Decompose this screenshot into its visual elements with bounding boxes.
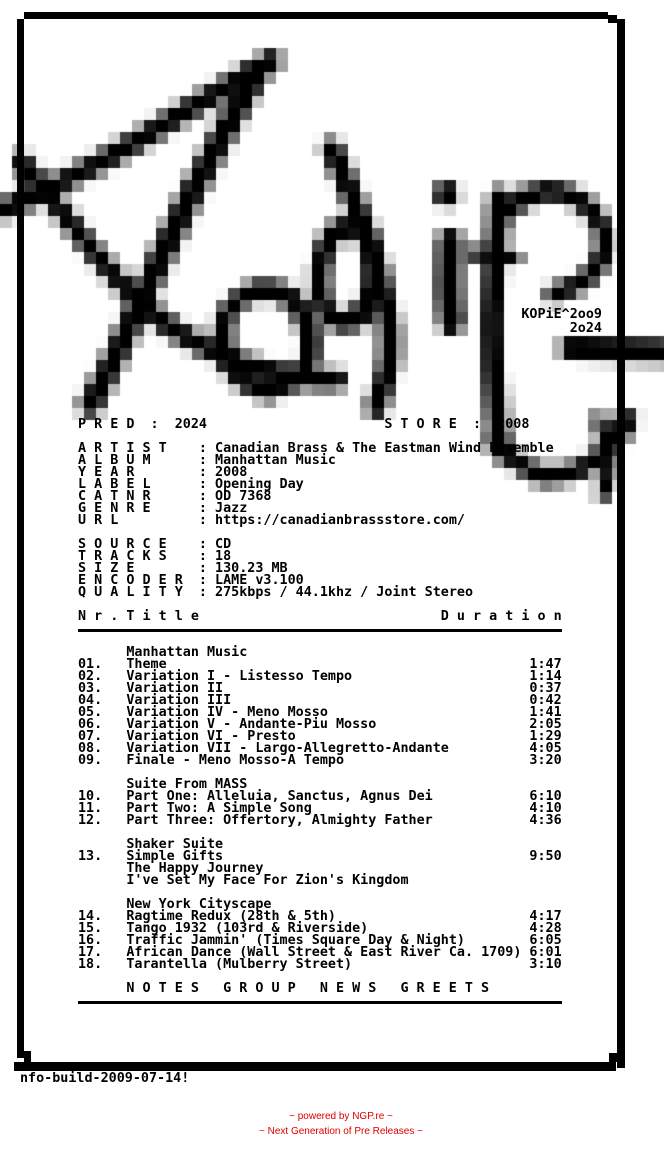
info-label: U R L — [78, 513, 119, 528]
track-title: The Happy Journey — [126, 861, 264, 876]
track-number: 16. — [78, 933, 103, 948]
notes-menu-item: N E W S — [319, 981, 377, 996]
info-value: 2008 — [215, 465, 248, 480]
track-duration: 6:10 — [529, 789, 562, 804]
section-title: New York Cityscape — [126, 897, 272, 912]
track-number: 07. — [78, 729, 103, 744]
track-title: Traffic Jammin' (Times Square Day & Night) — [126, 933, 465, 948]
info-label: E N C O D E R — [78, 573, 183, 588]
track-duration: 4:17 — [529, 909, 562, 924]
field-separator: : — [198, 585, 207, 600]
field-separator: : — [198, 477, 207, 492]
track-number: 04. — [78, 693, 103, 708]
notes-menu-rule — [78, 1001, 562, 1004]
section-title: Shaker Suite — [126, 837, 224, 852]
nfo-text-body — [78, 419, 570, 995]
track-duration: 3:20 — [529, 753, 562, 768]
info-label: S O U R C E — [78, 537, 167, 552]
notes-menu-row — [78, 983, 570, 995]
field-separator: : — [198, 561, 207, 576]
track-number: 06. — [78, 717, 103, 732]
track-title: Finale - Meno Mosso-A Tempo — [126, 753, 345, 768]
info-label: G E N R E — [78, 501, 151, 516]
release-info-row — [78, 467, 570, 479]
field-separator: : — [198, 573, 207, 588]
field-separator: : — [198, 465, 207, 480]
track-title: Variation III — [126, 693, 232, 708]
field-separator: : — [472, 417, 482, 432]
store-label: S T O R E — [384, 417, 457, 432]
track-row — [78, 875, 570, 887]
info-value: 130.23 MB — [215, 561, 288, 576]
track-title: Tango 1932 (103rd & Riverside) — [126, 921, 369, 936]
track-title: Part Three: Offertory, Almighty Father — [126, 813, 433, 828]
info-value: 18 — [215, 549, 232, 564]
track-number: 14. — [78, 909, 103, 924]
track-number: 03. — [78, 681, 103, 696]
track-number: 12. — [78, 813, 103, 828]
track-duration: 1:41 — [529, 705, 562, 720]
info-value: 275kbps / 44.1khz / Joint Stereo — [215, 585, 474, 600]
store-value: 2008 — [497, 417, 530, 432]
info-label: A R T I S T — [78, 441, 167, 456]
section-title: Manhattan Music — [126, 645, 248, 660]
track-duration: 1:14 — [529, 669, 562, 684]
release-info-row — [78, 491, 570, 503]
info-label: L A B E L — [78, 477, 151, 492]
track-number: 02. — [78, 669, 103, 684]
track-duration: 4:10 — [529, 801, 562, 816]
track-title: African Dance (Wall Street & East River Ca. 1709) — [126, 945, 522, 960]
file-info-row — [78, 551, 570, 563]
track-duration: 0:37 — [529, 681, 562, 696]
track-title: Variation IV - Meno Mosso — [126, 705, 328, 720]
track-title: Simple Gifts — [126, 849, 224, 864]
info-label: T R A C K S — [78, 549, 167, 564]
release-info-row — [78, 515, 570, 527]
track-duration: 3:10 — [529, 957, 562, 972]
track-duration: 4:28 — [529, 921, 562, 936]
track-title: Variation VI - Presto — [126, 729, 296, 744]
info-value: Jazz — [215, 501, 248, 516]
track-row — [78, 815, 570, 827]
track-number: 18. — [78, 957, 103, 972]
field-separator: : — [198, 441, 207, 456]
track-number: 05. — [78, 705, 103, 720]
track-number: 11. — [78, 801, 103, 816]
track-number: 13. — [78, 849, 103, 864]
pred-store-row — [78, 419, 570, 431]
field-separator: : — [150, 417, 159, 432]
info-value: CD — [215, 537, 232, 552]
release-info-row — [78, 455, 570, 467]
info-label: S I Z E — [78, 561, 135, 576]
info-label: Q U A L I T Y — [78, 585, 183, 600]
info-value: Opening Day — [215, 477, 304, 492]
track-number: 08. — [78, 741, 103, 756]
notes-menu-item: G R E E T S — [400, 981, 490, 996]
tracklist-header-row — [78, 611, 570, 623]
nfo-border-bottomright-step — [609, 1053, 617, 1062]
logo-tag-line2: 2o24 — [569, 321, 602, 336]
info-value: Canadian Brass & The Eastman Wind Ensemble — [215, 441, 554, 456]
footer — [0, 1109, 664, 1139]
info-label: Y E A R — [78, 465, 135, 480]
track-title: Ragtime Redux (28th & 5th) — [126, 909, 336, 924]
track-number: 09. — [78, 753, 103, 768]
track-number: 15. — [78, 921, 103, 936]
notes-menu-item: N O T E S — [126, 981, 199, 996]
track-title: Variation II — [126, 681, 224, 696]
info-value: https://canadianbrassstore.com/ — [215, 513, 465, 528]
footer-line1: ~ powered by NGP.re ~ — [289, 1111, 393, 1122]
field-separator: : — [198, 489, 207, 504]
track-title: Part One: Alleluia, Sanctus, Agnus Dei — [126, 789, 433, 804]
tracklist-header-rule — [78, 629, 562, 632]
column-duration: D u r a t i o n — [440, 609, 562, 624]
track-row — [78, 755, 570, 767]
column-nr: N r . — [78, 609, 119, 624]
track-title: Part Two: A Simple Song — [126, 801, 312, 816]
track-title: Variation I - Listesso Tempo — [126, 669, 353, 684]
blank-line — [78, 623, 570, 647]
info-label: C A T N R — [78, 489, 151, 504]
info-value: OD 7368 — [215, 489, 272, 504]
file-info-row — [78, 587, 570, 599]
track-duration: 9:50 — [529, 849, 562, 864]
release-info-row — [78, 479, 570, 491]
field-separator: : — [198, 501, 207, 516]
info-value: Manhattan Music — [215, 453, 336, 468]
track-duration: 1:47 — [529, 657, 562, 672]
track-number: 17. — [78, 945, 103, 960]
track-title: Tarantella (Mulberry Street) — [126, 957, 353, 972]
footer-line2: ~ Next Generation of Pre Releases ~ — [259, 1126, 423, 1137]
track-duration: 1:29 — [529, 729, 562, 744]
field-separator: : — [198, 513, 207, 528]
info-label: A L B U M — [78, 453, 151, 468]
track-duration: 6:01 — [529, 945, 562, 960]
track-row — [78, 959, 570, 971]
field-separator: : — [198, 453, 207, 468]
pred-value: 2024 — [174, 417, 207, 432]
track-duration: 2:05 — [529, 717, 562, 732]
track-number: 01. — [78, 657, 103, 672]
info-value: LAME v3.100 — [215, 573, 304, 588]
track-duration: 0:42 — [529, 693, 562, 708]
build-note: nfo-build-2009-07-14! — [20, 1071, 190, 1086]
field-separator: : — [198, 537, 207, 552]
nfo-border-bottom — [14, 1062, 616, 1071]
logo-tag-line1: KOPiE^2oo9 — [521, 307, 602, 322]
pred-label: P R E D — [78, 417, 135, 432]
track-title: Theme — [126, 657, 167, 672]
logo-tag — [430, 308, 602, 336]
track-number: 10. — [78, 789, 103, 804]
track-duration: 4:36 — [529, 813, 562, 828]
track-title: I've Set My Face For Zion's Kingdom — [126, 873, 409, 888]
track-title: Variation V - Andante-Piu Mosso — [126, 717, 377, 732]
track-duration: 6:05 — [529, 933, 562, 948]
nfo-border-bottomleft-step — [24, 1051, 31, 1062]
section-title: Suite From MASS — [126, 777, 248, 792]
track-duration: 4:05 — [529, 741, 562, 756]
field-separator: : — [198, 549, 207, 564]
track-title: Variation VII - Largo-Allegretto-Andante — [126, 741, 449, 756]
column-title: T i t l e — [126, 609, 199, 624]
notes-menu-item: G R O U P — [223, 981, 296, 996]
